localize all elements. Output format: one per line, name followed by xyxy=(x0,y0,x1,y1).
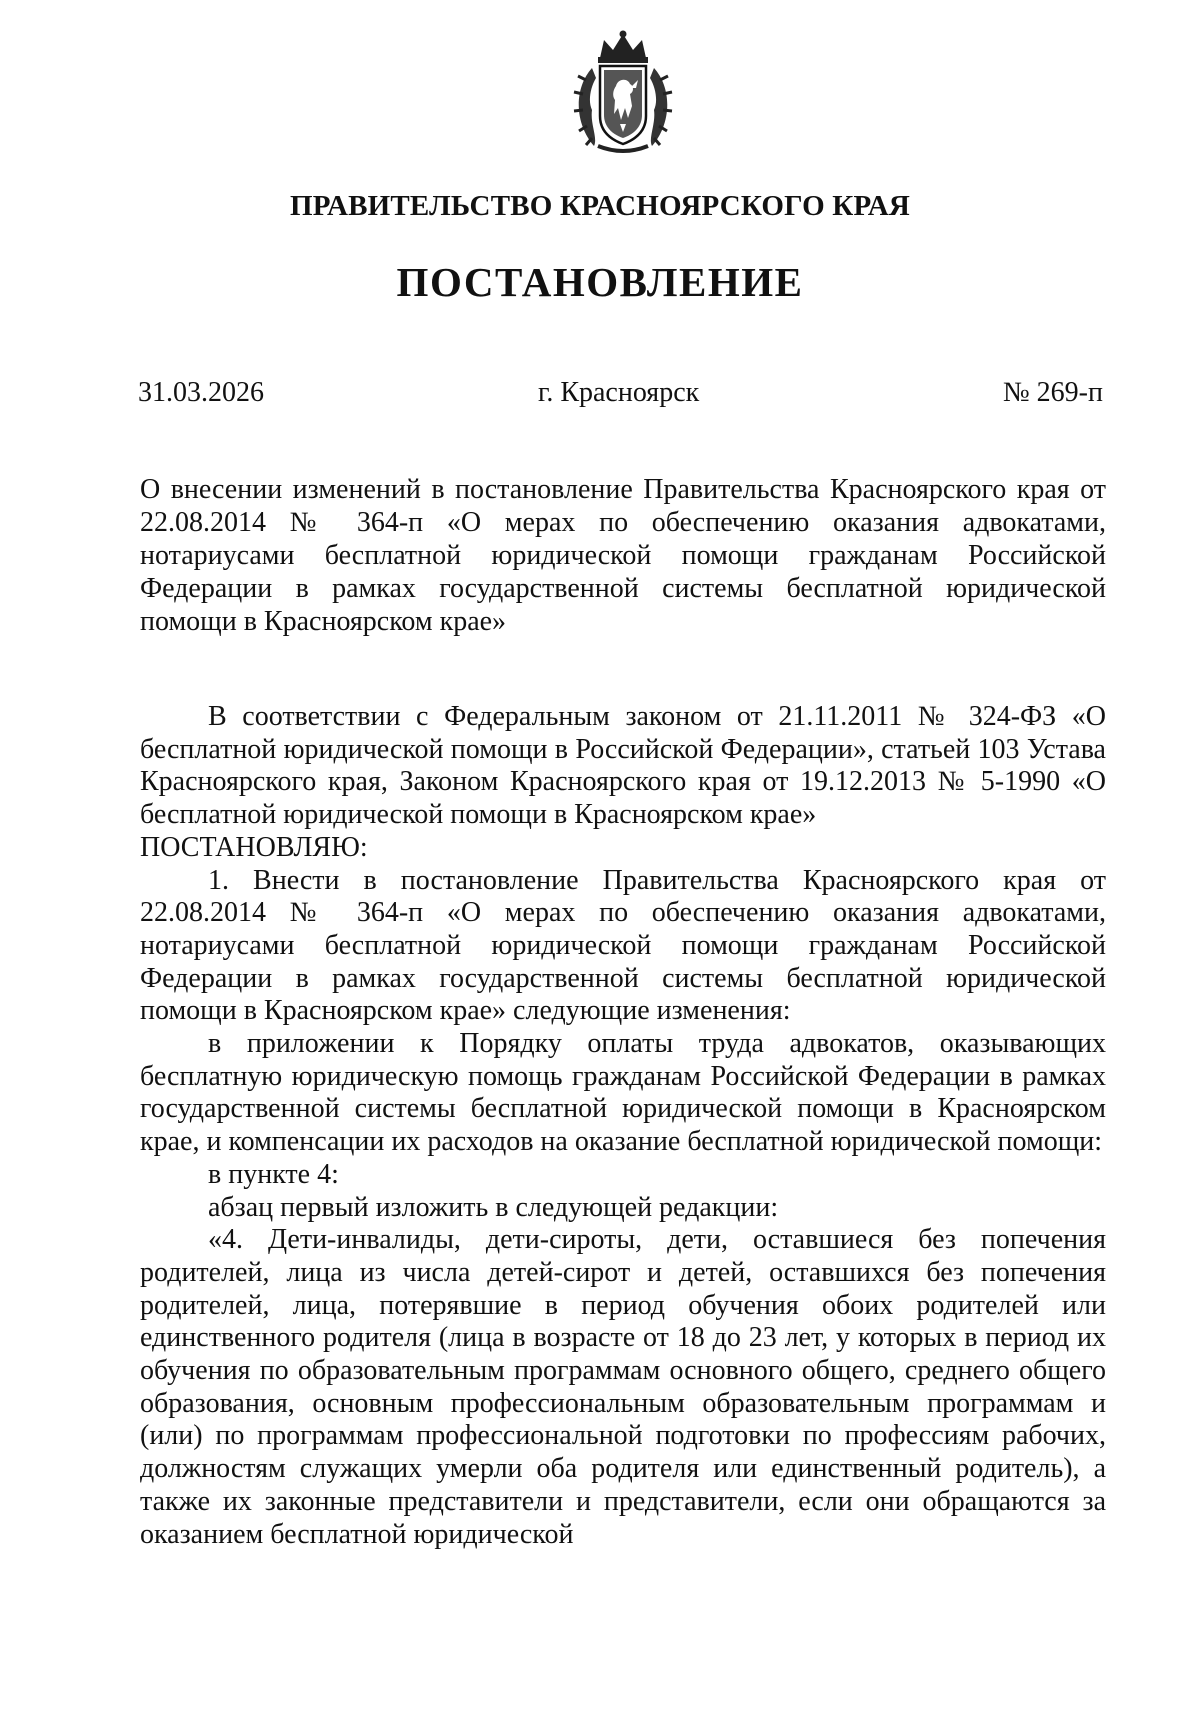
document-date: 31.03.2026 xyxy=(138,377,264,408)
body-paragraph: в приложении к Порядку оплаты труда адвокатов, оказывающих бесплатную юридическую помощь гражданам Российской Федерации в рамках государственной системы бесплатной юридической помощи в Красноярском крае, и компенсации их расходов на оказание бесплатной юридической помощи: xyxy=(140,1028,1106,1158)
body-paragraph: в пункте 4: xyxy=(208,1158,339,1190)
document-type-title: ПОСТАНОВЛЕНИЕ xyxy=(396,259,804,305)
document-city: г. Красноярск xyxy=(538,377,700,408)
body-paragraph: «4. Дети-инвалиды, дети-сироты, дети, оставшиеся без попечения родителей, лица из числа детей-сирот и детей, оставшихся без попечения родителей, лица, потерявшие в период обучения обоих родителей или единственного родителя (лица в возрасте от 18 до 23 лет, у которых в период их обучения по образовательным программам основного общего, среднего общего образования, основным профессиональным образовательным программам и (или) по программам профессиональной подготовки по профессиям рабочих, должностям служащих умерли оба родителя или единственный родитель), а также их законные представители и представители, если они обращаются за оказанием бесплатной юридической xyxy=(140,1224,1106,1550)
document-number: № 269-п xyxy=(1002,377,1103,408)
body-paragraph: абзац первый изложить в следующей редакции: xyxy=(208,1191,779,1223)
body-paragraph: 1. Внести в постановление Правительства Красноярского края от 22.08.2014 № 364-п «О мерах по обеспечению оказания адвокатами, нотариусами бесплатной юридической помощи гражданам Российской Федерации в рамках государственной системы бесплатной юридической помощи в Красноярском крае» следующие изменения: xyxy=(140,864,1106,1027)
resolve-word: ПОСТАНОВЛЯЮ: xyxy=(140,831,368,863)
document-meta-row xyxy=(138,377,1103,411)
organization-title: ПРАВИТЕЛЬСТВО КРАСНОЯРСКОГО КРАЯ xyxy=(289,190,911,222)
krasnoyarsk-coat-of-arms-icon xyxy=(568,28,678,158)
document-subject: О внесении изменений в постановление Правительства Красноярского края от 22.08.2014 № 364-п «О мерах по обеспечению оказания адвокатами, нотариусами бесплатной юридической помощи гражданам Российской Федерации в рамках государственной системы бесплатной юридической помощи в Красноярском крае» xyxy=(140,474,1106,637)
preamble-paragraph: В соответствии с Федеральным законом от 21.11.2011 № 324-ФЗ «О бесплатной юридической помощи в Российской Федерации», статьей 103 Устава Красноярского края, Законом Красноярского края от 19.12.2013 № 5-1990 «О бесплатной юридической помощи в Красноярском крае» xyxy=(140,701,1106,831)
document-body xyxy=(140,701,1106,1551)
